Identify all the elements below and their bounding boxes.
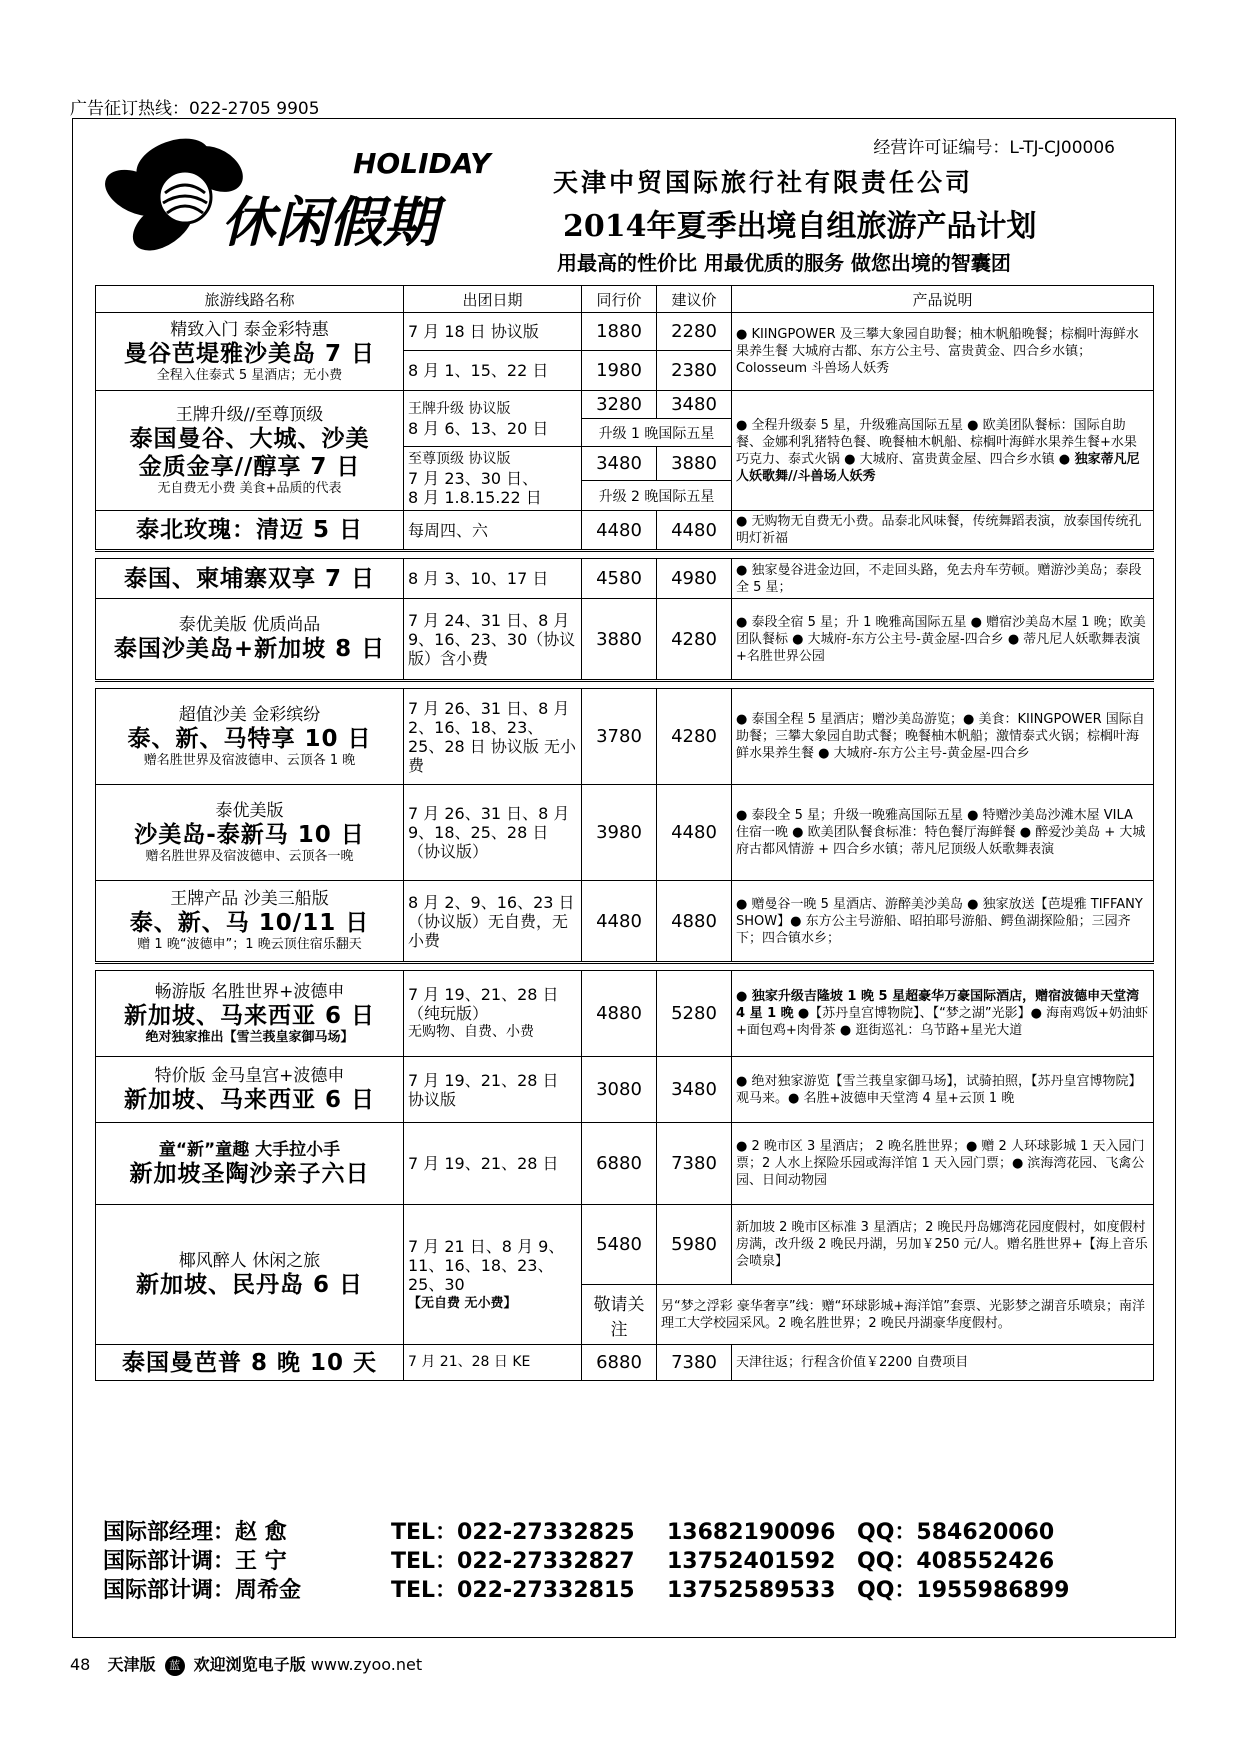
desc-b: ● 独家蒂凡尼人妖歌舞//斗兽场人妖秀 — [736, 451, 1140, 484]
d1: 7 月 18 日 协议版 — [404, 313, 582, 351]
table-cell — [732, 391, 1154, 511]
date2: 无购物、自费、小费 — [408, 1024, 534, 1040]
sub: 王牌产品 沙美三船版 — [170, 889, 329, 909]
table-row — [96, 1057, 1154, 1123]
table-cell — [96, 1205, 404, 1345]
desc: ● KIINGPOWER 及三攀大象园自助餐；柚木帆船晚餐；棕榈叶海鲜水果养生餐 大城府古都、东方公主号、富贵黄金、四合乡水镇；Colosseum 斗兽场人妖秀 — [732, 313, 1154, 391]
sub: 泰优美版 优质尚品 — [178, 615, 321, 635]
role: 国际部计调：周希金 — [103, 1578, 302, 1603]
sub: 精致入门 泰金彩特惠 — [170, 319, 329, 340]
p: 4480 — [582, 511, 657, 551]
contact-row — [103, 1576, 1069, 1605]
sub: 超值沙美 金彩缤纷 — [178, 704, 321, 725]
table-row — [96, 1345, 1154, 1381]
table-cell — [96, 313, 404, 391]
desc: 新加坡 2 晚市区标准 3 星酒店；2 晚民丹岛娜湾花园度假村，如度假村房满，改升级 2 晚民丹湖，另加￥250 元/人。赠名胜世界+【海上音乐会喷泉】 — [732, 1205, 1154, 1285]
p: 3080 — [582, 1057, 657, 1123]
footer-url[interactable]: www.zyoo.net — [310, 1655, 423, 1674]
p2: 1980 — [582, 351, 657, 391]
date: 7 月 19、21、28 日 — [404, 1123, 582, 1205]
table-row — [96, 1205, 1154, 1285]
date: 7 月 19、21、28 日 协议版 — [404, 1057, 582, 1123]
logo-cn: 休闲假期 — [221, 191, 437, 254]
desc: ● 泰国全程 5 星酒店；赠沙美岛游览；● 美食：KIINGPOWER 国际自助餐；三攀大象园自助式餐；晚餐柚木帆船；激情泰式火锅；棕榈叶海鲜水果养生餐 ● 大城府-东方公主号-黄金屋-四合乡 — [732, 689, 1154, 785]
date: 7 月 26、31 日、8 月 2、16、18、23、25、28 日 协议版 无小费 — [404, 689, 582, 785]
s2: 3880 — [657, 447, 732, 481]
p1: 3280 — [582, 391, 657, 419]
badge-icon: 蓝 — [165, 1656, 185, 1676]
title: 沙美岛-泰新马 10 日 — [134, 821, 365, 848]
title: 泰国曼芭普 8 晚 10 天 — [121, 1349, 378, 1376]
desc: ● 绝对独家游览【雪兰莪皇家御马场】，试骑拍照，【苏丹皇宫博物院】观马来。● 名胜+波德申天堂湾 4 星+云顶 1 晚 — [732, 1057, 1154, 1123]
table-header — [96, 286, 1154, 313]
contact-row — [103, 1518, 1069, 1547]
col-retail-price: 建议价 — [657, 286, 732, 313]
note: 赠名胜世界及宿波德申、云顶各一晚 — [145, 848, 354, 864]
table-cell — [404, 447, 582, 511]
edition-label: 天津版 — [107, 1655, 156, 1674]
s2: 2380 — [657, 351, 732, 391]
table-row — [96, 559, 1154, 599]
s1: 2280 — [657, 313, 732, 351]
table-row — [96, 391, 1154, 419]
table-row — [96, 963, 1154, 971]
title: 新加坡、民丹岛 6 日 — [135, 1271, 364, 1298]
title: 新加坡圣陶沙亲子六日 — [129, 1160, 370, 1187]
col-trade-price: 同行价 — [582, 286, 657, 313]
note: 全程入住泰式 5 星酒店；无小费 — [156, 367, 343, 383]
plan-title: 2014年夏季出境自组旅游产品计划 — [563, 209, 1037, 244]
attn: 敬请关注 — [582, 1285, 657, 1345]
p1: 1880 — [582, 313, 657, 351]
tel: TEL：022-27332825 — [391, 1520, 635, 1545]
table-row — [96, 881, 1154, 963]
title: 新加坡、马来西亚 6 日 — [123, 1002, 376, 1029]
date: 7 月 21 日、8 月 9、11、16、18、23、25、30 — [408, 1236, 565, 1294]
table-cell — [96, 511, 404, 551]
d2: 8 月 1、15、22 日 — [404, 351, 582, 391]
table-cell — [732, 971, 1154, 1057]
table-cell — [96, 689, 404, 785]
u1: 升级 1 晚国际五星 — [582, 419, 732, 447]
note: 绝对独家推出【雪兰莪皇家御马场】 — [145, 1029, 354, 1045]
page-number: 48 — [70, 1655, 91, 1674]
page-footer — [70, 1652, 422, 1676]
desc: 天津往返；行程含价值￥2200 自费项目 — [732, 1345, 1154, 1381]
u2: 升级 2 晚国际五星 — [582, 481, 732, 511]
title: 曼谷芭堤雅沙美岛 7 日 — [123, 340, 376, 367]
desc: ● 2 晚市区 3 星酒店； 2 晚名胜世界；● 赠 2 人环球影城 1 天入园门票；2 人水上探险乐园或海洋馆 1 天入园门票；● 滨海湾花园、飞禽公园、日间动物园 — [732, 1123, 1154, 1205]
table-cell — [404, 971, 582, 1057]
table-cell — [96, 599, 404, 681]
ad-hotline: 广告征订热线：022-2705 9905 — [70, 99, 320, 119]
slogan: 用最高的性价比 用最优质的服务 做您出境的智囊团 — [557, 251, 1011, 275]
p: 4580 — [582, 559, 657, 599]
title1: 泰国曼谷、大城、沙美 — [129, 425, 370, 452]
sub: 王牌升级//至尊顶级 — [175, 404, 324, 425]
table-cell — [96, 391, 404, 511]
table-row — [96, 551, 1154, 559]
p: 4480 — [582, 881, 657, 963]
p: 4880 — [582, 971, 657, 1057]
qq: QQ：408552426 — [857, 1549, 1055, 1574]
date: 每周四、六 — [404, 511, 582, 551]
qq: QQ：1955986899 — [857, 1578, 1070, 1603]
col-description: 产品说明 — [732, 286, 1154, 313]
sub: 椰风醉人 休闲之旅 — [178, 1250, 321, 1271]
desc: ● 泰段全宿 5 星；升 1 晚雅高国际五星 ● 赠宿沙美岛木屋 1 晚；欧美团队餐标 ● 大城府-东方公主号-黄金屋-四合乡 ● 蒂凡尼人妖歌舞表演+名胜世界公园 — [732, 599, 1154, 681]
note: 赠名胜世界及宿波德申、云顶各 1 晚 — [143, 752, 356, 768]
contact-row — [103, 1547, 1069, 1576]
date2: 【无自费 无小费】 — [408, 1295, 517, 1311]
table-cell — [96, 785, 404, 881]
title: 泰、新、马 10/11 日 — [129, 910, 370, 936]
table-cell — [96, 1345, 404, 1381]
desc-b: ● 独家升级吉隆坡 1 晚 5 星超豪华万豪国际酒店，赠宿波德申天堂湾 4 星 1 晚 — [736, 989, 1140, 1021]
s: 4480 — [657, 511, 732, 551]
d1b: 8 月 6、13、20 日 — [408, 418, 549, 438]
d1a: 王牌升级 协议版 — [408, 400, 511, 417]
role: 国际部计调：王 宁 — [103, 1549, 287, 1574]
table-cell — [96, 963, 1154, 971]
s: 7380 — [657, 1123, 732, 1205]
sub: 特价版 金马皇宫+波德申 — [154, 1065, 345, 1086]
p: 3980 — [582, 785, 657, 881]
table-row — [96, 971, 1154, 1057]
s1: 3480 — [657, 391, 732, 419]
desc: ●【苏丹皇宫博物院】、【“梦之湖”光影】● 海南鸡饭+奶油虾+面包鸡+肉骨茶 ● 逛街巡礼：乌节路+星光大道 — [736, 1006, 1148, 1038]
license-number: 经营许可证编号：L-TJ-CJ00006 — [873, 138, 1115, 158]
table-cell — [96, 1057, 404, 1123]
sub: 畅游版 名胜世界+波德申 — [154, 981, 345, 1002]
mobile: 13752589533 — [667, 1578, 836, 1603]
page-frame — [72, 118, 1176, 1638]
role: 国际部经理：赵 愈 — [103, 1520, 287, 1545]
p: 6880 — [582, 1123, 657, 1205]
table-cell — [96, 559, 404, 599]
s: 5280 — [657, 971, 732, 1057]
table-cell — [96, 681, 1154, 689]
table-row — [96, 689, 1154, 785]
desc2: 另“梦之浮彩 豪华奢享”线：赠“环球影城+海洋馆”套票、光影梦之湖音乐喷泉；南洋理工大学校园采风。2 晚名胜世界；2 晚民丹湖豪华度假村。 — [657, 1285, 1154, 1345]
note: 赠 1 晚“波德申”；1 晚云顶住宿乐翻天 — [137, 937, 362, 952]
table-cell — [96, 881, 404, 963]
table-cell — [96, 1123, 404, 1205]
desc: ● 独家曼谷进金边回，不走回头路，免去舟车劳顿。赠游沙美岛；泰段全 5 星； — [732, 559, 1154, 599]
title: 泰国、柬埔寨双享 7 日 — [123, 565, 376, 592]
table-cell — [404, 391, 582, 447]
p: 5480 — [582, 1205, 657, 1285]
title: 新加坡、马来西亚 6 日 — [123, 1086, 376, 1113]
d2b: 7 月 23、30 日、 — [408, 469, 539, 488]
p: 3780 — [582, 689, 657, 785]
desc: ● 赠曼谷一晚 5 星酒店、游醉美沙美岛 ● 独家放送【芭堤雅 TIFFANY SHOW】● 东方公主号游船、昭拍耶号游船、鳄鱼湖探险船；三园齐下；四合镇水乡； — [732, 881, 1154, 963]
table-row — [96, 511, 1154, 551]
table-cell — [96, 971, 404, 1057]
date: 7 月 26、31 日、8 月 9、18、25、28 日（协议版） — [404, 785, 582, 881]
desc: ● 全程升级泰 5 星，升级雅高国际五星 ● 欧美团队餐标：国际自助餐、金娜利乳猪特色餐、晚餐柚木帆船、棕榈叶海鲜水果养生餐+水果巧克力、泰式火锅 ● 大城府、富贵黄金屋、四合乡水镇 — [736, 417, 1137, 467]
col-route: 旅游线路名称 — [96, 286, 404, 313]
s: 4280 — [657, 689, 732, 785]
p: 6880 — [582, 1345, 657, 1381]
contact-list — [103, 1518, 1069, 1605]
table-cell — [96, 551, 1154, 559]
col-date: 出团日期 — [404, 286, 582, 313]
p2: 3480 — [582, 447, 657, 481]
desc: ● 泰段全 5 星；升级一晚雅高国际五星 ● 特赠沙美岛沙滩木屋 VILA 住宿一晚 ● 欧美团队餐食标准：特色餐厅海鲜餐 ● 醉爱沙美岛 + 大城府古都风情游 + 四合乡水镇；蒂凡尼顶级人妖歌舞表演 — [732, 785, 1154, 881]
s: 3480 — [657, 1057, 732, 1123]
title: 泰北玫瑰：清迈 5 日 — [135, 517, 364, 543]
sub: 泰优美版 — [215, 800, 284, 821]
p: 3880 — [582, 599, 657, 681]
date: 7 月 24、31 日、8 月 9、16、23、30（协议版）含小费 — [404, 599, 582, 681]
qq: QQ：584620060 — [857, 1520, 1055, 1545]
tel: TEL：022-27332815 — [391, 1578, 635, 1603]
mobile: 13682190096 — [667, 1520, 836, 1545]
s: 4880 — [657, 881, 732, 963]
d2a: 至尊顶级 协议版 — [408, 451, 511, 467]
table-row — [96, 785, 1154, 881]
d2c: 8 月 1.8.15.22 日 — [408, 488, 542, 507]
table-row — [96, 313, 1154, 351]
date: 8 月 3、10、17 日 — [404, 559, 582, 599]
table-row — [96, 681, 1154, 689]
tel: TEL：022-27332827 — [391, 1549, 635, 1574]
company-name: 天津中贸国际旅行社有限责任公司 — [553, 168, 974, 197]
table-cell — [404, 1205, 582, 1345]
mobile: 13752401592 — [667, 1549, 836, 1574]
s: 4980 — [657, 559, 732, 599]
sub: 童“新”童趣 大手拉小手 — [158, 1139, 341, 1160]
table-row — [96, 1123, 1154, 1205]
date: 7 月 21、28 日 KE — [404, 1345, 582, 1381]
title2: 金质金享//醇享 7 日 — [138, 453, 361, 480]
desc: ● 无购物无自费无小费。品泰北风味餐，传统舞蹈表演，放泰国传统孔明灯祈福 — [732, 511, 1154, 551]
tour-table — [95, 285, 1154, 1381]
table-row — [96, 599, 1154, 681]
date: 8 月 2、9、16、23 日（协议版）无自费，无小费 — [404, 881, 582, 963]
footer-text: 欢迎浏览电子版 — [193, 1655, 306, 1674]
note: 无自费无小费 美食+品质的代表 — [157, 480, 342, 496]
s: 4280 — [657, 599, 732, 681]
s: 5980 — [657, 1205, 732, 1285]
date: 7 月 19、21、28 日 （纯玩版） — [408, 985, 559, 1023]
s: 7380 — [657, 1345, 732, 1381]
title: 泰国沙美岛+新加坡 8 日 — [113, 636, 386, 662]
title: 泰、新、马特享 10 日 — [127, 725, 372, 752]
logo-en: HOLIDAY — [353, 147, 491, 180]
s: 4480 — [657, 785, 732, 881]
holiday-logo — [103, 133, 523, 263]
